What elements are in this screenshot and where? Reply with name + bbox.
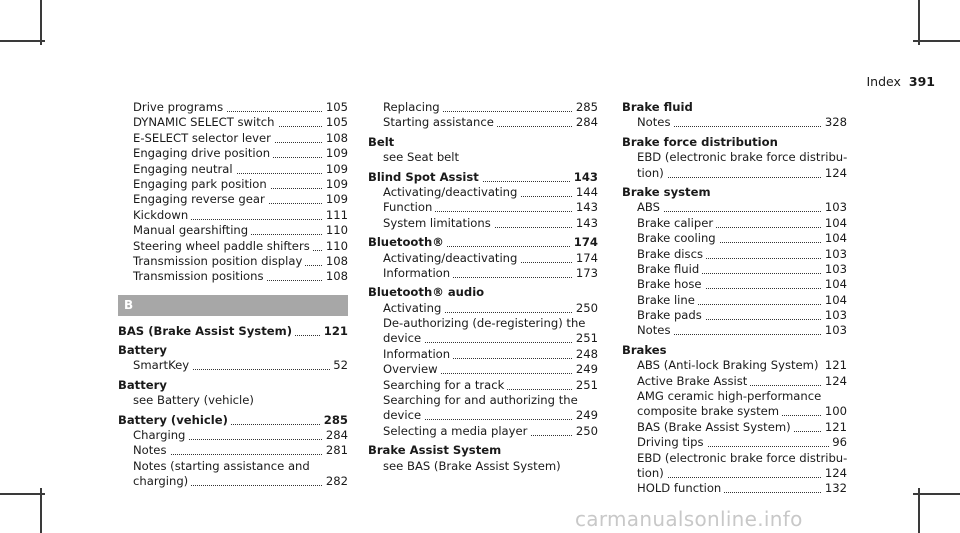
entry-text: Activating/deactivating	[383, 251, 520, 265]
index-subentry[interactable]	[622, 420, 847, 435]
entry-page-number[interactable]: 124	[822, 166, 847, 181]
entry-text: Brake system	[622, 184, 711, 199]
entry-text: SmartKey	[133, 358, 192, 372]
entry-text: Active Brake Assist	[637, 374, 750, 388]
index-subentry[interactable]	[622, 277, 847, 292]
index-subentry[interactable]	[118, 358, 348, 373]
entry-page-number[interactable]: 249	[573, 408, 598, 423]
entry-page-number[interactable]: 104	[822, 216, 847, 231]
entry-page-number[interactable]: 121	[822, 358, 847, 373]
entry-text: Notes (starting assistance and	[133, 458, 310, 473]
entry-page-number[interactable]: 132	[822, 481, 847, 496]
entry-page-number[interactable]: 281	[323, 443, 348, 458]
entry-text: Brake Assist System	[368, 443, 502, 458]
entry-page-number[interactable]: 100	[822, 404, 847, 419]
index-subentry[interactable]	[622, 308, 847, 323]
index-subentry[interactable]	[622, 247, 847, 262]
entry-page-number[interactable]: 104	[822, 231, 847, 246]
index-subentry[interactable]	[368, 100, 598, 115]
entry-text: Replacing	[383, 100, 443, 114]
entry-page-number[interactable]: 285	[321, 413, 348, 428]
entry-page-number[interactable]: 103	[822, 323, 847, 338]
entry-text: Battery	[118, 377, 167, 392]
index-subentry[interactable]	[118, 100, 348, 115]
entry-page-number[interactable]: 103	[822, 200, 847, 215]
index-subentry	[118, 393, 348, 408]
entry-text: Bluetooth® audio	[368, 285, 485, 300]
entry-text: device	[383, 331, 424, 345]
index-subentry[interactable]	[368, 424, 598, 439]
index-entry	[622, 185, 847, 200]
index-subentry[interactable]	[118, 428, 348, 443]
entry-text: Brake pads	[637, 308, 705, 322]
index-entry	[118, 378, 348, 393]
entry-text: Drive programs	[133, 100, 226, 114]
index-subentry[interactable]	[368, 185, 598, 200]
index-subentry[interactable]	[368, 331, 598, 346]
entry-page-number[interactable]: 108	[323, 269, 348, 284]
entry-text: Driving tips	[637, 435, 707, 449]
entry-page-number[interactable]: 124	[822, 374, 847, 389]
entry-text: charging)	[133, 474, 191, 488]
crop-mark	[918, 0, 920, 45]
entry-text: see Seat belt	[383, 150, 460, 165]
index-subentry[interactable]	[622, 216, 847, 231]
entry-text: Transmission position display	[133, 254, 305, 268]
entry-text: System limitations	[383, 216, 494, 230]
entry-page-number[interactable]: 251	[573, 378, 598, 393]
index-subentry[interactable]	[118, 239, 348, 254]
index-column-3	[622, 100, 847, 497]
entry-text: Activating	[383, 301, 444, 315]
index-subentry	[118, 459, 348, 474]
entry-page-number[interactable]: 251	[573, 331, 598, 346]
index-subentry[interactable]	[118, 115, 348, 130]
index-subentry[interactable]	[622, 262, 847, 277]
entry-text: Notes	[637, 323, 674, 337]
entry-text: Belt	[368, 134, 395, 149]
entry-page-number[interactable]: 52	[330, 358, 348, 373]
entry-text: Selecting a media player	[383, 424, 530, 438]
entry-page-number[interactable]: 108	[323, 254, 348, 269]
entry-page-number[interactable]: 250	[573, 424, 598, 439]
index-subentry	[368, 150, 598, 165]
entry-text: Brake fluid	[637, 262, 702, 276]
index-subentry[interactable]	[622, 358, 847, 373]
entry-page-number[interactable]: 103	[822, 262, 847, 277]
entry-page-number[interactable]: 110	[323, 223, 348, 238]
index-subentry[interactable]	[118, 146, 348, 161]
index-entry[interactable]	[368, 170, 598, 185]
entry-text: Brake hose	[637, 277, 705, 291]
entry-text: Engaging drive position	[133, 146, 273, 160]
index-subentry[interactable]	[118, 223, 348, 238]
index-subentry[interactable]	[368, 216, 598, 231]
entry-page-number[interactable]: 250	[573, 301, 598, 316]
entry-text: DYNAMIC SELECT switch	[133, 115, 278, 129]
entry-text: Starting assistance	[383, 115, 497, 129]
entry-page-number[interactable]: 174	[573, 251, 598, 266]
watermark: carmanualsonline.info	[575, 507, 803, 531]
index-subentry[interactable]	[622, 481, 847, 496]
entry-page-number[interactable]: 328	[822, 115, 847, 130]
entry-text: Overview	[383, 362, 441, 376]
entry-text: ABS	[637, 200, 663, 214]
entry-page-number[interactable]: 103	[822, 308, 847, 323]
index-column-2	[368, 100, 598, 474]
crop-mark	[913, 40, 960, 42]
entry-page-number[interactable]: 143	[573, 216, 598, 231]
index-subentry[interactable]	[622, 231, 847, 246]
crop-mark	[40, 488, 42, 533]
entry-text: see Battery (vehicle)	[133, 393, 254, 408]
entry-text: Function	[383, 200, 435, 214]
index-entry	[622, 100, 847, 115]
index-subentry[interactable]	[368, 200, 598, 215]
entry-page-number[interactable]: 284	[573, 115, 598, 130]
entry-text: EBD (electronic brake force distribu-	[637, 150, 848, 165]
entry-page-number[interactable]: 285	[573, 100, 598, 115]
entry-text: tion)	[637, 466, 667, 480]
entry-page-number[interactable]: 109	[323, 146, 348, 161]
entry-page-number[interactable]: 103	[822, 247, 847, 262]
entry-text: Engaging park position	[133, 177, 270, 191]
index-entry[interactable]	[368, 235, 598, 250]
entry-page-number[interactable]: 282	[323, 474, 348, 489]
entry-page-number[interactable]: 121	[822, 420, 847, 435]
entry-text: Battery (vehicle)	[118, 413, 231, 427]
entry-text: Kickdown	[133, 208, 191, 222]
index-subentry[interactable]	[118, 192, 348, 207]
entry-text: device	[383, 408, 424, 422]
entry-text: De-authorizing (de-registering) the	[383, 316, 586, 331]
index-subentry[interactable]	[368, 347, 598, 362]
entry-text: Information	[383, 266, 453, 280]
entry-page-number[interactable]: 105	[323, 115, 348, 130]
index-entry	[368, 443, 598, 458]
index-subentry[interactable]	[368, 362, 598, 377]
entry-page-number[interactable]: 109	[323, 177, 348, 192]
index-subentry[interactable]	[622, 466, 847, 481]
index-subentry[interactable]	[118, 269, 348, 284]
entry-text: tion)	[637, 166, 667, 180]
entry-page-number[interactable]: 143	[571, 170, 598, 185]
index-subentry[interactable]	[368, 408, 598, 423]
entry-page-number[interactable]: 144	[573, 185, 598, 200]
entry-text: Engaging reverse gear	[133, 192, 268, 206]
entry-text: composite brake system	[637, 404, 782, 418]
crop-mark	[913, 493, 960, 495]
index-subentry[interactable]	[118, 131, 348, 146]
index-subentry	[368, 459, 598, 474]
entry-page-number[interactable]: 96	[829, 435, 847, 450]
index-subentry[interactable]	[368, 251, 598, 266]
index-subentry	[622, 389, 847, 404]
index-subentry[interactable]	[622, 435, 847, 450]
crop-mark	[0, 493, 45, 495]
index-entry	[622, 135, 847, 150]
index-subentry[interactable]	[118, 208, 348, 223]
entry-page-number[interactable]: 143	[573, 200, 598, 215]
index-subentry[interactable]	[368, 378, 598, 393]
index-subentry	[368, 393, 598, 408]
index-subentry[interactable]	[622, 200, 847, 215]
index-subentry	[622, 451, 847, 466]
entry-page-number[interactable]: 174	[571, 235, 598, 250]
entry-text: Brake caliper	[637, 216, 716, 230]
page-number: 391	[908, 74, 935, 89]
entry-text: E-SELECT selector lever	[133, 131, 274, 145]
entry-text: Bluetooth®	[368, 235, 447, 249]
entry-page-number[interactable]: 249	[573, 362, 598, 377]
index-entry	[118, 343, 348, 358]
entry-page-number[interactable]: 248	[573, 347, 598, 362]
crop-mark	[918, 488, 920, 533]
entry-text: Brake fluid	[622, 100, 693, 114]
index-subentry[interactable]	[118, 254, 348, 269]
index-subentry[interactable]	[622, 323, 847, 338]
index-entry	[368, 135, 598, 150]
index-entry[interactable]	[118, 413, 348, 428]
entry-text: Battery	[118, 343, 167, 358]
crop-mark	[40, 0, 42, 45]
entry-text: Brake force distribution	[622, 134, 778, 149]
entry-page-number[interactable]: 284	[323, 428, 348, 443]
index-entry[interactable]	[118, 324, 348, 339]
entry-text: Brake line	[637, 293, 698, 307]
index-subentry[interactable]	[622, 115, 847, 130]
index-letter-heading: B	[118, 295, 348, 316]
entry-text: Searching for and authorizing the	[383, 393, 578, 408]
index-subentry[interactable]	[622, 374, 847, 389]
entry-page-number[interactable]: 121	[321, 324, 348, 339]
entry-text: see BAS (Brake Assist System)	[383, 458, 561, 473]
entry-page-number[interactable]: 124	[822, 466, 847, 481]
entry-text: ABS (Anti-lock Braking System)	[637, 358, 821, 372]
entry-page-number[interactable]: 173	[573, 266, 598, 281]
entry-page-number[interactable]: 109	[323, 162, 348, 177]
index-subentry[interactable]	[368, 266, 598, 281]
entry-text: EBD (electronic brake force distribu-	[637, 450, 848, 465]
crop-mark	[0, 40, 45, 42]
entry-text: HOLD function	[637, 481, 724, 495]
index-entry	[622, 343, 847, 358]
entry-text: Information	[383, 347, 453, 361]
entry-text: Notes	[637, 115, 674, 129]
page-header	[866, 74, 935, 89]
entry-text: Manual gearshifting	[133, 223, 251, 237]
index-column-1	[118, 100, 348, 490]
entry-text: Blind Spot Assist	[368, 170, 482, 184]
entry-text: Notes	[133, 443, 170, 457]
header-label: Index	[866, 74, 901, 89]
entry-text: Searching for a track	[383, 378, 507, 392]
index-subentry[interactable]	[622, 404, 847, 419]
entry-text: Engaging neutral	[133, 162, 236, 176]
entry-page-number[interactable]: 105	[323, 100, 348, 115]
entry-page-number[interactable]: 104	[822, 293, 847, 308]
index-subentry[interactable]	[622, 293, 847, 308]
entry-text: Brake cooling	[637, 231, 719, 245]
entry-text: BAS (Brake Assist System)	[637, 420, 794, 434]
entry-page-number[interactable]: 104	[822, 277, 847, 292]
entry-page-number[interactable]: 110	[323, 239, 348, 254]
entry-text: Charging	[133, 428, 188, 442]
entry-text: Brake discs	[637, 247, 706, 261]
index-subentry[interactable]	[118, 443, 348, 458]
entry-text: Transmission positions	[133, 269, 267, 283]
entry-text: BAS (Brake Assist System)	[118, 324, 295, 338]
entry-text: Activating/deactivating	[383, 185, 520, 199]
index-subentry[interactable]	[622, 166, 847, 181]
entry-text: AMG ceramic high-performance	[637, 389, 822, 404]
index-subentry[interactable]	[368, 115, 598, 130]
entry-page-number[interactable]: 111	[323, 208, 348, 223]
entry-page-number[interactable]: 109	[323, 192, 348, 207]
index-subentry	[368, 316, 598, 331]
entry-text: Steering wheel paddle shifters	[133, 239, 313, 253]
index-subentry[interactable]	[118, 474, 348, 489]
index-subentry[interactable]	[368, 301, 598, 316]
entry-page-number[interactable]: 108	[323, 131, 348, 146]
index-subentry	[622, 150, 847, 165]
index-subentry[interactable]	[118, 162, 348, 177]
index-entry	[368, 285, 598, 300]
index-subentry[interactable]	[118, 177, 348, 192]
entry-text: Brakes	[622, 342, 667, 357]
